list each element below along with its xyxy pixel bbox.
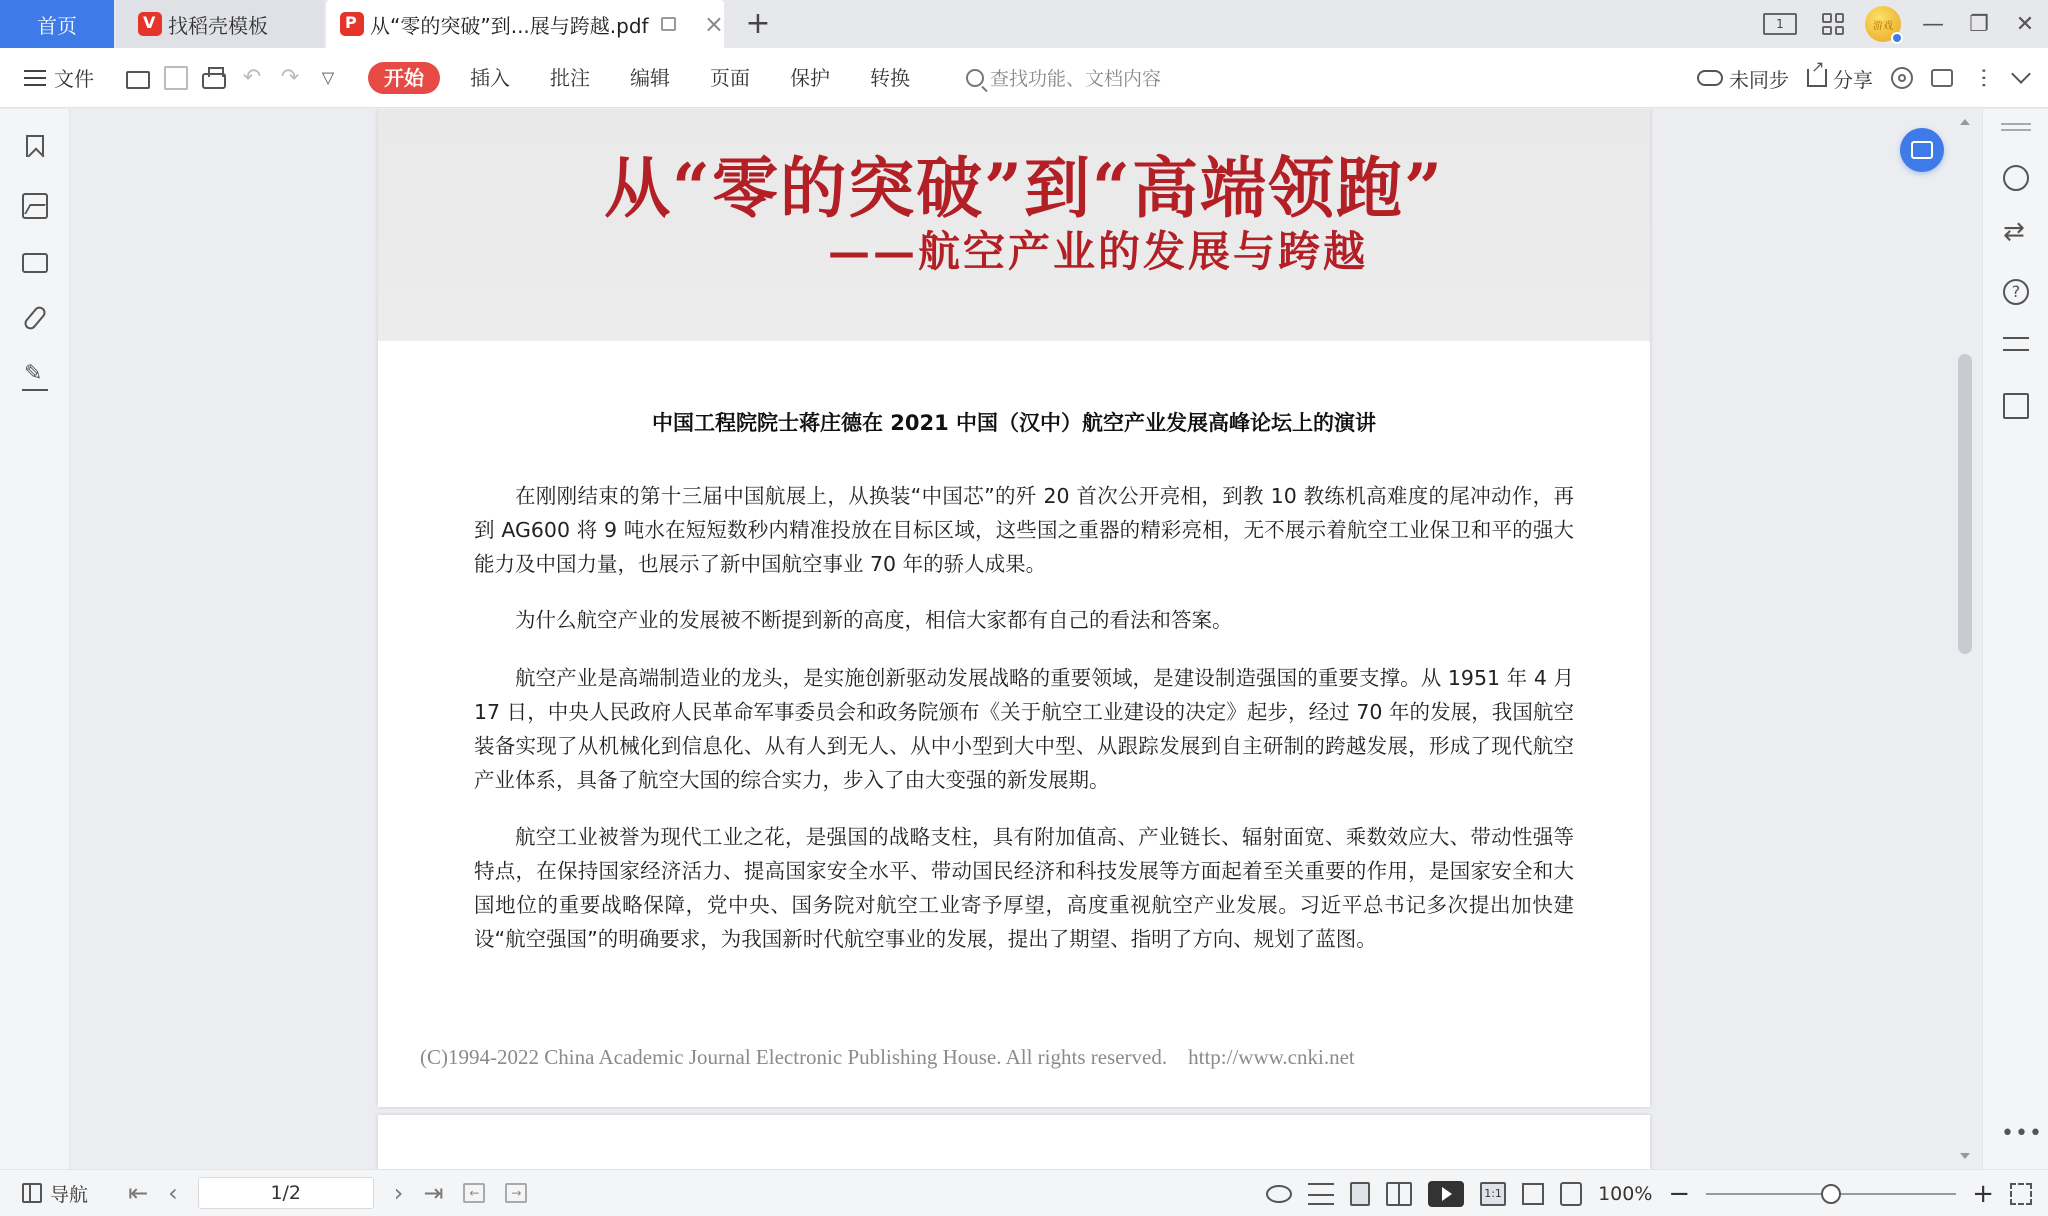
docer-logo-icon: V: [138, 12, 162, 36]
forward-view-icon[interactable]: →: [505, 1183, 527, 1203]
ribbon-tab-insert[interactable]: 插入: [470, 65, 510, 90]
grid-icon: [1822, 13, 1844, 35]
paragraph: 为什么航空产业的发展被不断提到新的高度，相信大家都有自己的看法和答案。: [515, 608, 1233, 632]
help-icon[interactable]: ?: [2003, 279, 2029, 305]
banner-subtitle: ——航空产业的发展与跨越: [828, 227, 1369, 276]
next-page-icon[interactable]: ›: [393, 1179, 404, 1207]
user-avatar-button[interactable]: [1856, 0, 1910, 48]
convert-float-button[interactable]: [1900, 128, 1944, 172]
back-view-icon[interactable]: ←: [463, 1183, 485, 1203]
banner-title: 从“零的突破”到“高端领跑”: [604, 149, 1444, 227]
status-bar: [0, 1169, 2048, 1216]
document-viewport[interactable]: [71, 109, 1981, 1169]
pdf-page-1: [378, 109, 1650, 1107]
scroll-thumb[interactable]: [1958, 354, 1972, 654]
share-button[interactable]: [1807, 64, 1873, 93]
search-box[interactable]: [966, 64, 1161, 91]
navigation-label: 导航: [50, 1183, 89, 1206]
annotation-comment-icon[interactable]: [22, 253, 48, 273]
ribbon-tabs: [368, 62, 930, 94]
convert-icon: [1911, 141, 1933, 159]
close-window-button[interactable]: [2002, 0, 2048, 48]
previous-page-icon[interactable]: ‹: [168, 1179, 178, 1207]
ribbon-tab-edit[interactable]: 编辑: [630, 65, 670, 90]
pdf-file-icon: P: [340, 12, 364, 36]
page-navigation: [128, 1177, 527, 1209]
fit-window-icon[interactable]: [1560, 1182, 1582, 1206]
close-tab-icon[interactable]: ×: [703, 10, 724, 38]
vertical-scrollbar[interactable]: [1954, 109, 1976, 1169]
side-panel-icon: [22, 1183, 42, 1203]
toolbar: [0, 48, 2048, 108]
toolbar-right: [1697, 48, 2028, 108]
navigation-toggle-button[interactable]: [22, 1180, 88, 1207]
two-page-view-icon[interactable]: [1386, 1182, 1412, 1206]
collapse-ribbon-chevron-icon[interactable]: [2011, 64, 2031, 84]
save-icon[interactable]: [164, 66, 188, 90]
right-sidebar: [1982, 109, 2048, 1169]
zoom-slider[interactable]: [1706, 1193, 1956, 1195]
adjust-sliders-icon[interactable]: [2003, 337, 2029, 351]
slideshow-play-icon[interactable]: [1428, 1181, 1464, 1207]
customize-toolbar-icon[interactable]: ▽: [321, 67, 335, 87]
paragraph: 航空工业被誉为现代工业之花，是强国的战略支柱，具有附加值高、产业链长、辐射面宽、乘数效应大、带动性强等特点，在保持国家经济活力、提高国家安全水平、带动国民经济和科技发展等方面起着至关重要的作用，是国家安全和大国地位的重要战略保障，党中央、国务院对航空工业寄予厚望，高度重视航空产业发展。习近平总书记多次提出加快建设“航空强国”的明确要求，为我国新时代航空事业的发展，提出了期望、指明了方向、规划了蓝图。: [474, 825, 1574, 951]
single-page-view-icon[interactable]: [1350, 1182, 1370, 1206]
restore-icon: ❐: [1969, 11, 1989, 37]
undo-icon[interactable]: ↶: [242, 64, 262, 90]
speech-title: 中国工程院院士蒋庄德在 2021 中国（汉中）航空产业发展高峰论坛上的演讲: [651, 411, 1377, 435]
paragraph: 航空产业是高端制造业的龙头，是实施创新驱动发展战略的重要领域，是建设制造强国的重要支撑。从 1951 年 4 月 17 日，中央人民政府人民革命军事委员会和政务院颁布《关于航空工业建设的决定》起步，经过 70 年的发展，我国航空装备实现了从机械化到信息化、从有人到无人、从中小型到大中型、从跟踪发展到自主研制的跨越发展，形成了现代航空产业体系，具备了航空大国的综合实力，步入了由大变强的新发展期。: [474, 666, 1574, 792]
tab-home[interactable]: [0, 0, 114, 48]
settings-gear-icon[interactable]: [1891, 67, 1913, 89]
fit-width-icon[interactable]: [1308, 1183, 1334, 1205]
view-controls: [1266, 1170, 2032, 1216]
pin-tab-icon[interactable]: [661, 17, 676, 31]
open-folder-icon[interactable]: [126, 71, 150, 89]
search-placeholder: 查找功能、文档内容: [990, 68, 1162, 90]
tab-bar: [0, 0, 2048, 48]
ribbon-tab-convert[interactable]: 转换: [870, 65, 910, 90]
attachment-paperclip-icon[interactable]: [22, 304, 48, 332]
first-page-icon[interactable]: ⇤: [128, 1179, 149, 1207]
avatar-text: 游戏: [1873, 20, 1893, 32]
scroll-down-arrow-icon[interactable]: [1960, 1153, 1970, 1159]
left-sidebar: [0, 109, 70, 1169]
new-tab-button[interactable]: +: [745, 6, 771, 41]
menu-icon: [24, 70, 46, 86]
fit-page-crop-icon[interactable]: [1522, 1183, 1544, 1205]
ribbon-tab-annotate[interactable]: 批注: [550, 65, 590, 90]
thumbnail-image-icon[interactable]: [22, 193, 48, 219]
tab-document-title: 从“零的突破”到...展与跨越.pdf: [370, 13, 649, 38]
file-menu-label: 文件: [54, 67, 94, 91]
cloud-icon: [1697, 70, 1723, 86]
zoom-slider-thumb[interactable]: [1821, 1184, 1841, 1204]
zoom-in-icon[interactable]: +: [1972, 1178, 1994, 1209]
drag-handle-icon[interactable]: [2001, 123, 2031, 131]
page-number-input[interactable]: [198, 1177, 374, 1209]
copyright-footer: (C)1994-2022 China Academic Journal Electronic Publishing House. All rights reserved. http://www.cnki.net: [420, 1045, 1355, 1069]
ribbon-tab-start[interactable]: 开始: [368, 62, 440, 94]
page-view-button[interactable]: [1750, 0, 1810, 48]
signature-pen-icon[interactable]: [22, 365, 48, 391]
read-mode-book-icon[interactable]: [2003, 393, 2029, 419]
tab-document[interactable]: [326, 0, 724, 48]
eye-protection-icon[interactable]: [1266, 1185, 1292, 1203]
sync-button[interactable]: [1697, 64, 1789, 93]
apps-button[interactable]: [1810, 0, 1856, 48]
search-icon: [966, 69, 984, 87]
print-icon[interactable]: [202, 73, 226, 89]
page-banner: [378, 109, 1650, 341]
scroll-up-arrow-icon[interactable]: [1960, 119, 1970, 125]
sync-label: 未同步: [1729, 67, 1789, 92]
comment-icon[interactable]: [1931, 69, 1953, 87]
more-tools-icon[interactable]: •••: [2001, 1121, 2043, 1146]
last-page-icon[interactable]: ⇥: [423, 1179, 444, 1207]
translate-icon[interactable]: [2003, 221, 2029, 247]
zoom-out-icon[interactable]: −: [1668, 1178, 1691, 1209]
find-text-icon[interactable]: [2003, 165, 2029, 191]
tab-template-label: 找稻壳模板: [168, 13, 268, 38]
redo-icon[interactable]: ↷: [280, 64, 300, 90]
fullscreen-icon[interactable]: [2010, 1183, 2032, 1205]
quick-access-toolbar: [126, 66, 340, 90]
tab-template[interactable]: [116, 0, 324, 48]
avatar: [1865, 6, 1901, 42]
page-view-icon: 1: [1763, 13, 1797, 35]
restore-button[interactable]: [1956, 0, 2002, 48]
tab-home-label: 首页: [37, 13, 77, 38]
ribbon-tab-protect[interactable]: 保护: [790, 65, 830, 90]
paragraph: 在刚刚结束的第十三届中国航展上，从换装“中国芯”的歼 20 首次公开亮相，到教 10 教练机高难度的尾冲动作，再到 AG600 将 9 吨水在短短数秒内精准投放在目标区域，这些国之重器的精彩亮相，无不展示着航空工业保卫和平的强大能力及中国力量，也展示了新中国航空事业 70 年的骄人成果。: [474, 484, 1574, 576]
zoom-level[interactable]: 100%: [1598, 1182, 1653, 1205]
bookmark-icon[interactable]: [26, 135, 44, 157]
pdf-page-2: [378, 1115, 1650, 1169]
file-menu-button[interactable]: [24, 63, 94, 92]
minimize-icon: —: [1922, 11, 1944, 37]
actual-size-icon[interactable]: 1:1: [1480, 1182, 1506, 1206]
more-options-icon[interactable]: ⋯: [1971, 67, 1996, 89]
ribbon-tab-page[interactable]: 页面: [710, 65, 750, 90]
close-icon: ✕: [2015, 11, 2035, 37]
avatar-status-dot: [1891, 32, 1903, 44]
share-label: 分享: [1833, 67, 1873, 92]
window-controls: [1750, 0, 2048, 48]
minimize-button[interactable]: [1910, 0, 1956, 48]
share-icon: [1807, 69, 1827, 87]
